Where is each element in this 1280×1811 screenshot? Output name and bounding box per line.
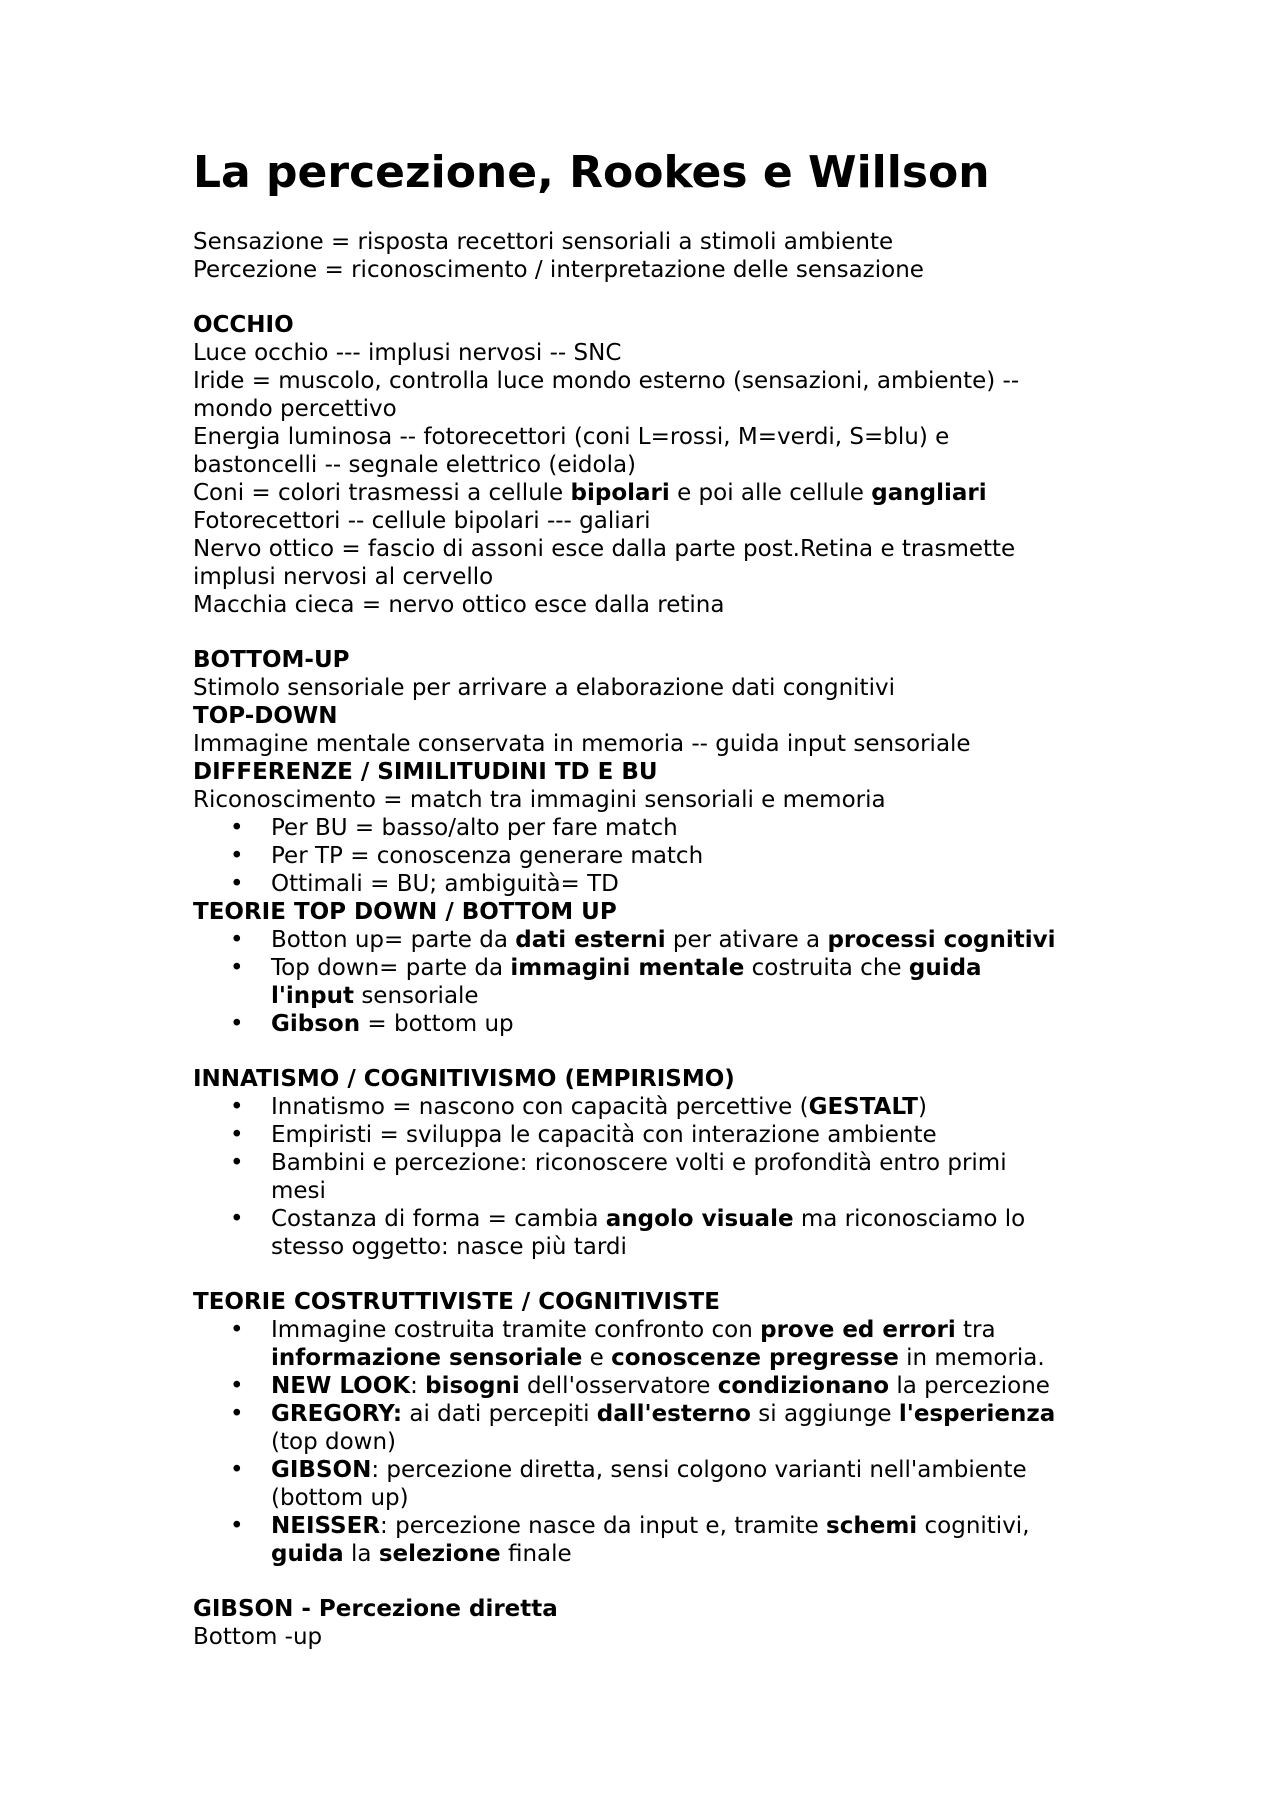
text-line: Stimolo sensoriale per arrivare a elaborazione dati congnitivi: [193, 675, 895, 701]
bullet-icon: •: [230, 1373, 244, 1399]
list-item: • NEISSER: percezione nasce da input e, tramite schemi cognitivi, guida la selezione finale: [230, 1513, 1030, 1567]
bullet-icon: •: [230, 1094, 244, 1120]
text-line: Iride = muscolo, controlla luce mondo esterno (sensazioni, ambiente) --: [193, 368, 1020, 394]
bullet-icon: •: [230, 815, 244, 841]
list-item: • Per TP = conoscenza generare match: [230, 843, 704, 869]
list-item: • GREGORY: ai dati percepiti dall'esterno si aggiunge l'esperienza (top down): [230, 1401, 1056, 1455]
text-line: Bottom -up: [193, 1624, 323, 1650]
section-heading-occhio: OCCHIO: [193, 312, 294, 338]
spacer: [193, 619, 1093, 646]
text-line: Fotorecettori -- cellule bipolari --- galiari: [193, 508, 651, 534]
text-line: Riconoscimento = match tra immagini sensoriali e memoria: [193, 787, 886, 813]
text-line: Immagine mentale conservata in memoria -- guida input sensoriale: [193, 731, 971, 757]
bullet-icon: •: [230, 1513, 244, 1539]
text-line: Macchia cieca = nervo ottico esce dalla retina: [193, 592, 725, 618]
list-item: • Per BU = basso/alto per fare match: [230, 815, 678, 841]
list-item: • Bambini e percezione: riconoscere volti e profondità entro primi mesi: [230, 1150, 1007, 1204]
section-heading-differenze: DIFFERENZE / SIMILITUDINI TD E BU: [193, 759, 658, 785]
list-item: • Ottimali = BU; ambiguità= TD: [230, 871, 619, 897]
list-item: • Costanza di forma = cambia angolo visuale ma riconosciamo lo stesso oggetto: nasce più tardi: [230, 1206, 1026, 1260]
bullet-icon: •: [230, 843, 244, 869]
section-heading-top-down: TOP-DOWN: [193, 703, 338, 729]
list-item: • GIBSON: percezione diretta, sensi colgono varianti nell'ambiente (bottom up): [230, 1457, 1027, 1511]
bullet-list-differenze: [193, 814, 1093, 898]
list-item: • Botton up= parte da dati esterni per ativare a processi cognitivi: [230, 927, 1056, 953]
document-page: [193, 146, 1093, 1651]
bullet-icon: •: [230, 927, 244, 953]
text-line-coni: Coni = colori trasmessi a cellule bipolari e poi alle cellule gangliari: [193, 480, 987, 506]
page-title: La percezione, Rookes e Willson: [193, 147, 990, 198]
bullet-icon: •: [230, 1206, 244, 1232]
spacer: [193, 1038, 1093, 1065]
bullet-list-costruttiviste: [193, 1316, 1093, 1568]
list-item: • NEW LOOK: bisogni dell'osservatore condizionano la percezione: [230, 1373, 1050, 1399]
text-line: implusi nervosi al cervello: [193, 564, 494, 590]
list-item: • Empiristi = sviluppa le capacità con interazione ambiente: [230, 1122, 937, 1148]
spacer: [193, 284, 1093, 311]
text-line: Luce occhio --- implusi nervosi -- SNC: [193, 340, 622, 366]
intro-line: Percezione = riconoscimento / interpretazione delle sensazione: [193, 257, 924, 283]
section-heading-gibson: GIBSON - Percezione diretta: [193, 1596, 558, 1622]
list-item: • Immagine costruita tramite confronto con prove ed errori tra informazione sensoriale e conoscenze pregresse in memoria.: [230, 1317, 1045, 1371]
text-line: Nervo ottico = fascio di assoni esce dalla parte post.Retina e trasmette: [193, 536, 1016, 562]
bullet-icon: •: [230, 1457, 244, 1483]
bullet-icon: •: [230, 1150, 244, 1176]
spacer: [193, 1568, 1093, 1595]
bullet-icon: •: [230, 955, 244, 981]
bullet-icon: •: [230, 1011, 244, 1037]
list-item: • Innatismo = nascono con capacità percettive (GESTALT): [230, 1094, 927, 1120]
intro-line: Sensazione = risposta recettori sensoriali a stimoli ambiente: [193, 229, 894, 255]
text-line: mondo percettivo: [193, 396, 397, 422]
bullet-list-teorie: [193, 926, 1093, 1038]
bullet-icon: •: [230, 1122, 244, 1148]
section-heading-costruttiviste: TEORIE COSTRUTTIVISTE / COGNITIVISTE: [193, 1289, 720, 1315]
bullet-icon: •: [230, 871, 244, 897]
section-heading-bottom-up: BOTTOM-UP: [193, 647, 350, 673]
list-item: • Top down= parte da immagini mentale costruita che guida l'input sensoriale: [230, 955, 982, 1009]
bullet-list-innatismo: [193, 1093, 1093, 1261]
bullet-icon: •: [230, 1317, 244, 1343]
spacer: [193, 1261, 1093, 1288]
text-line: Energia luminosa -- fotorecettori (coni L=rossi, M=verdi, S=blu) e: [193, 424, 950, 450]
list-item: • Gibson = bottom up: [230, 1011, 514, 1037]
section-heading-innatismo: INNATISMO / COGNITIVISMO (EMPIRISMO): [193, 1066, 735, 1092]
text-line: bastoncelli -- segnale elettrico (eidola): [193, 452, 637, 478]
bullet-icon: •: [230, 1401, 244, 1427]
section-heading-teorie-td-bu: TEORIE TOP DOWN / BOTTOM UP: [193, 899, 617, 925]
